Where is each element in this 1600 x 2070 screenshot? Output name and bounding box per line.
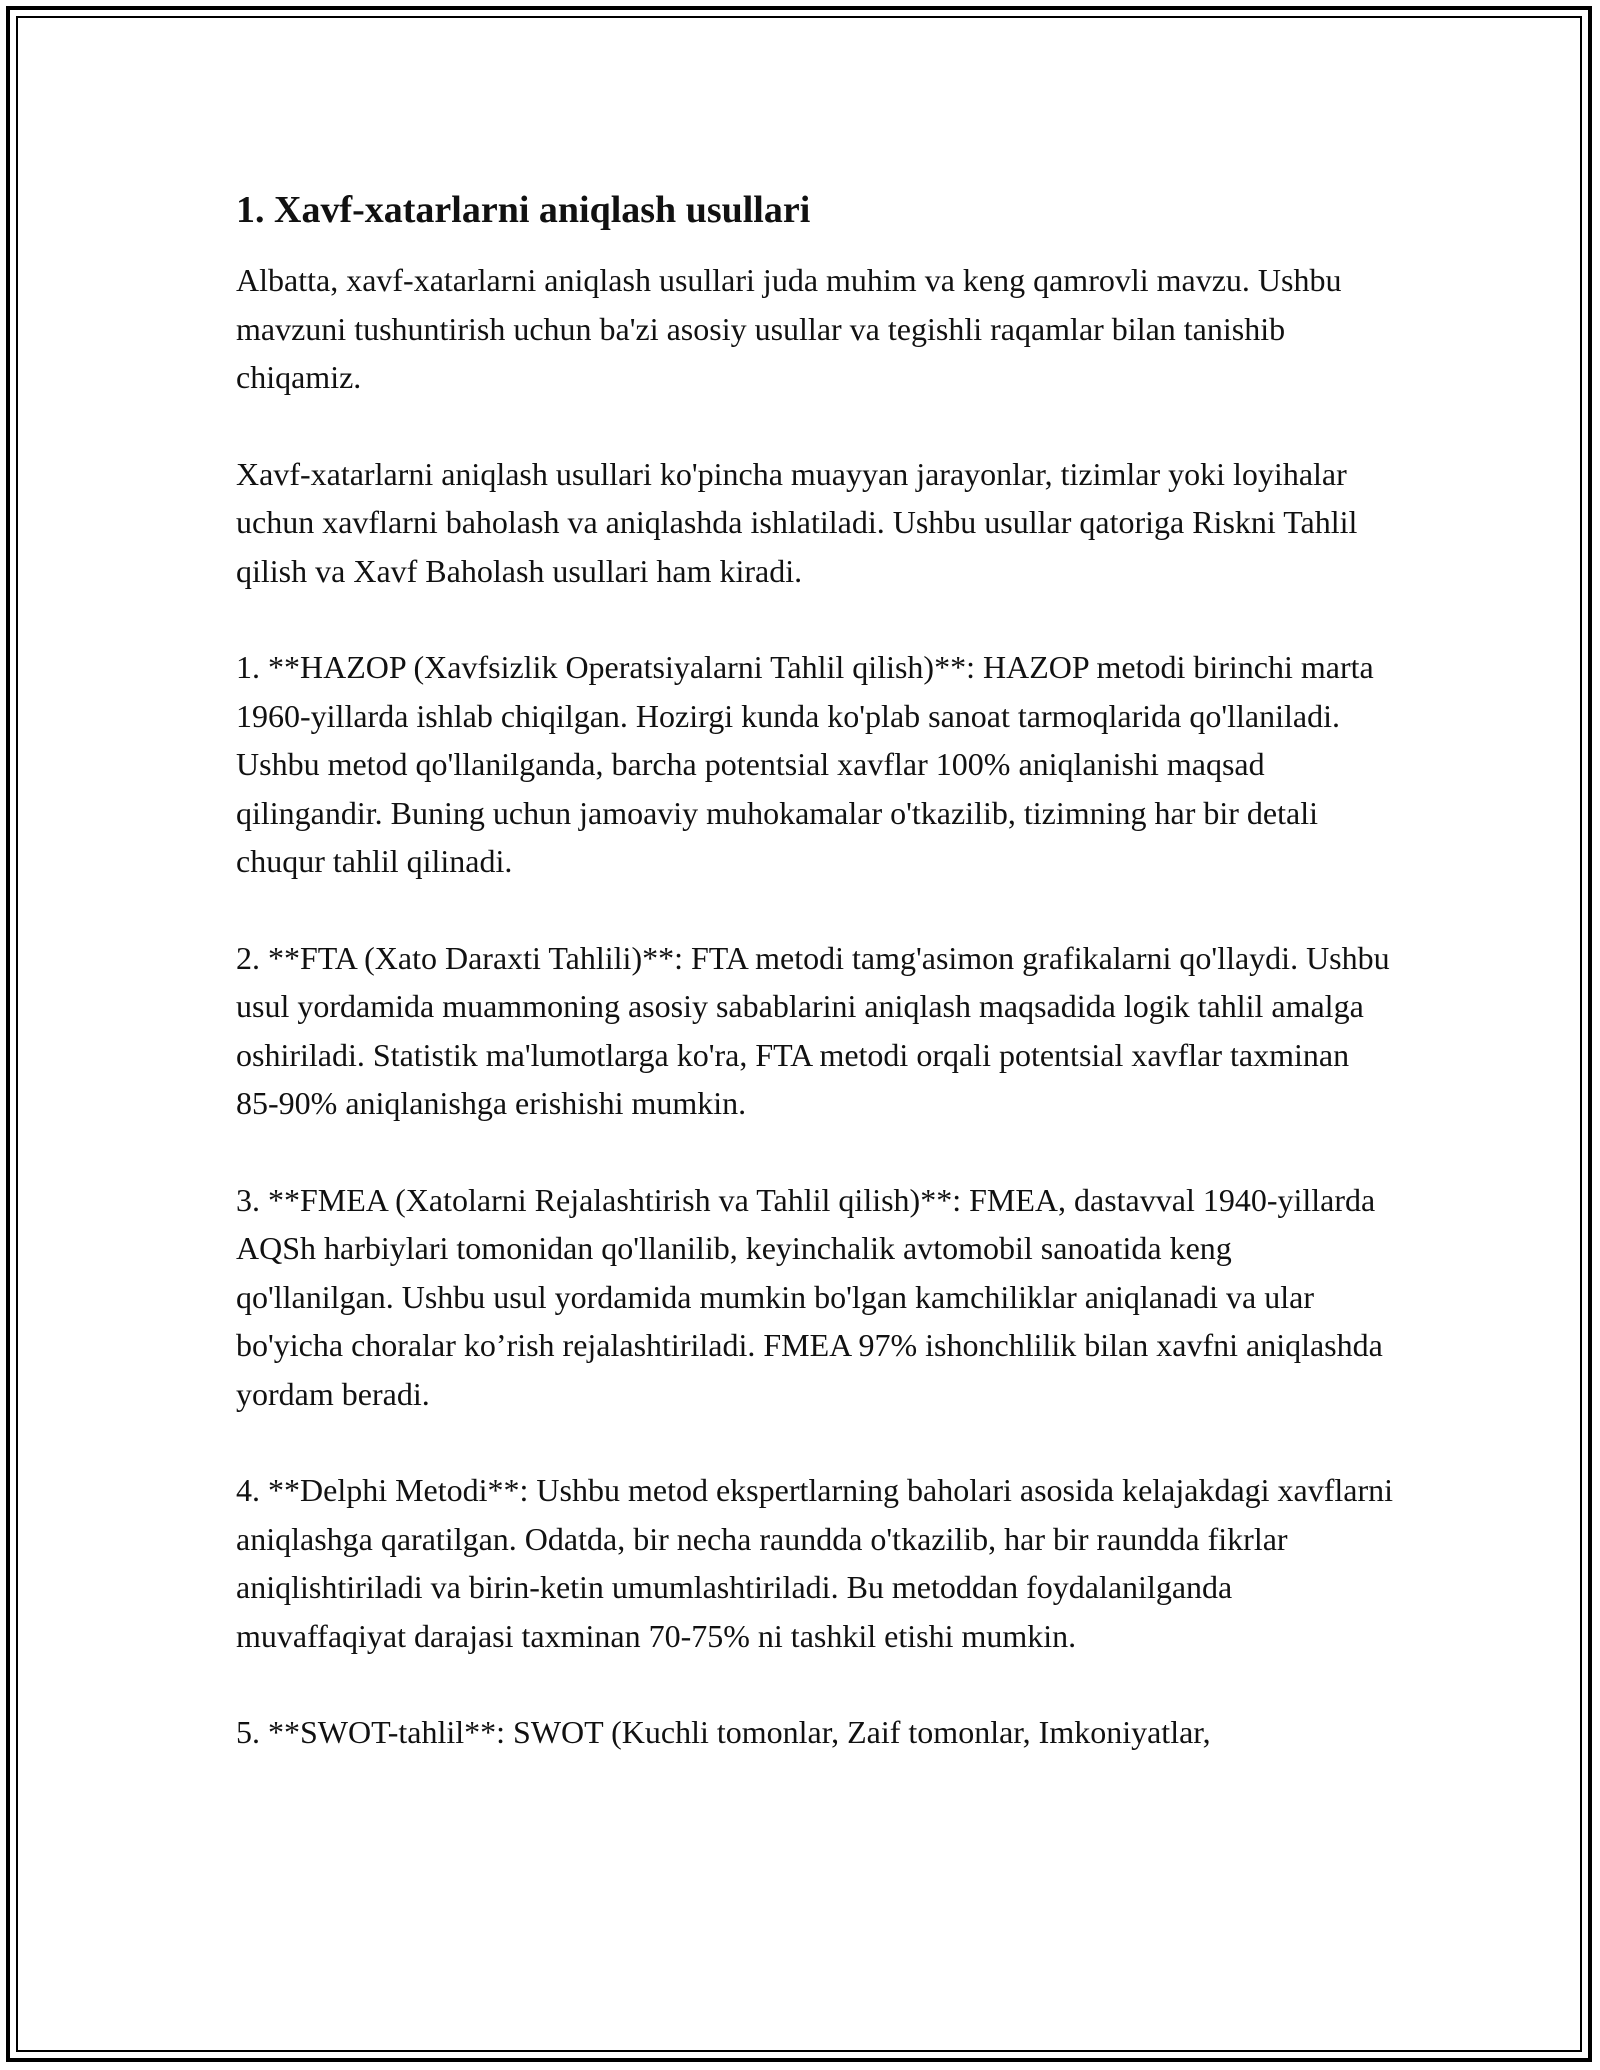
paragraph-swot: 5. **SWOT-tahlil**: SWOT (Kuchli tomonlar, Zaif tomonlar, Imkoniyatlar, — [236, 1714, 1211, 1750]
document-title: 1. Xavf-xatarlarni aniqlash usullari — [236, 189, 811, 231]
document-body — [236, 186, 1396, 1757]
paragraph-intro: Albatta, xavf-xatarlarni aniqlash usullari juda muhim va keng qamrovli mavzu. Ushbu mavzuni tushuntirish uchun ba'zi asosiy usullar va tegishli raqamlar bilan tanishib chiqamiz. — [236, 262, 1342, 395]
paragraph-overview: Xavf-xatarlarni aniqlash usullari ko'pincha muayyan jarayonlar, tizimlar yoki loyihalar uchun xavflarni baholash va aniqlashda ishlatiladi. Ushbu usullar qatoriga Riskni Tahlil qilish va Xavf Baholash usullari ham kiradi. — [236, 455, 1358, 589]
paragraph-fmea: 3. **FMEA (Xatolarni Rejalashtirish va Tahlil qilish)**: FMEA, dastavval 1940-yillarda AQSh harbiylari tomonidan qo'llanilib, keyinchalik avtomobil sanoatida keng qo'llanilgan. Ushbu usul yordamida mumkin bo'lgan kamchiliklar aniqlanadi va ular bo'yicha choralar ko’rish rejalashtiriladi. FMEA 97% ishonchlilik bilan xavfni aniqlashda yordam beradi. — [236, 1181, 1383, 1412]
paragraph-fta: 2. **FTA (Xato Daraxti Tahlili)**: FTA metodi tamg'asimon grafikalarni qo'llaydi. Ushbu usul yordamida muammoning asosiy sabablarini aniqlash maqsadida logik tahlil amalga oshiriladi. Statistik ma'lumotlarga ko'ra, FTA metodi orqali potentsial xavflar taxminan 85-90% aniqlanishga erishishi mumkin. — [236, 939, 1390, 1121]
paragraph-hazop: 1. **HAZOP (Xavfsizlik Operatsiyalarni Tahlil qilish)**: HAZOP metodi birinchi marta 1960-yillarda ishlab chiqilgan. Hozirgi kunda ko'plab sanoat tarmoqlarida qo'llaniladi. Ushbu metod qo'llanilganda, barcha potentsial xavflar 100% aniqlanishi maqsad qilingandir. Buning uchun jamoaviy muhokamalar o'tkazilib, tizimning har bir detali chuqur tahlil qilinadi. — [236, 649, 1374, 879]
paragraph-delphi: 4. **Delphi Metodi**: Ushbu metod ekspertlarning baholari asosida kelajakdagi xavflarni aniqlashga qaratilgan. Odatda, bir necha raundda o'tkazilib, har bir raundda fikrlar aniqlishtiriladi va birin-ketin umumlashtiriladi. Bu metoddan foydalanilganda muvaffaqiyat darajasi taxminan 70-75% ni tashkil etishi mumkin. — [236, 1472, 1394, 1654]
